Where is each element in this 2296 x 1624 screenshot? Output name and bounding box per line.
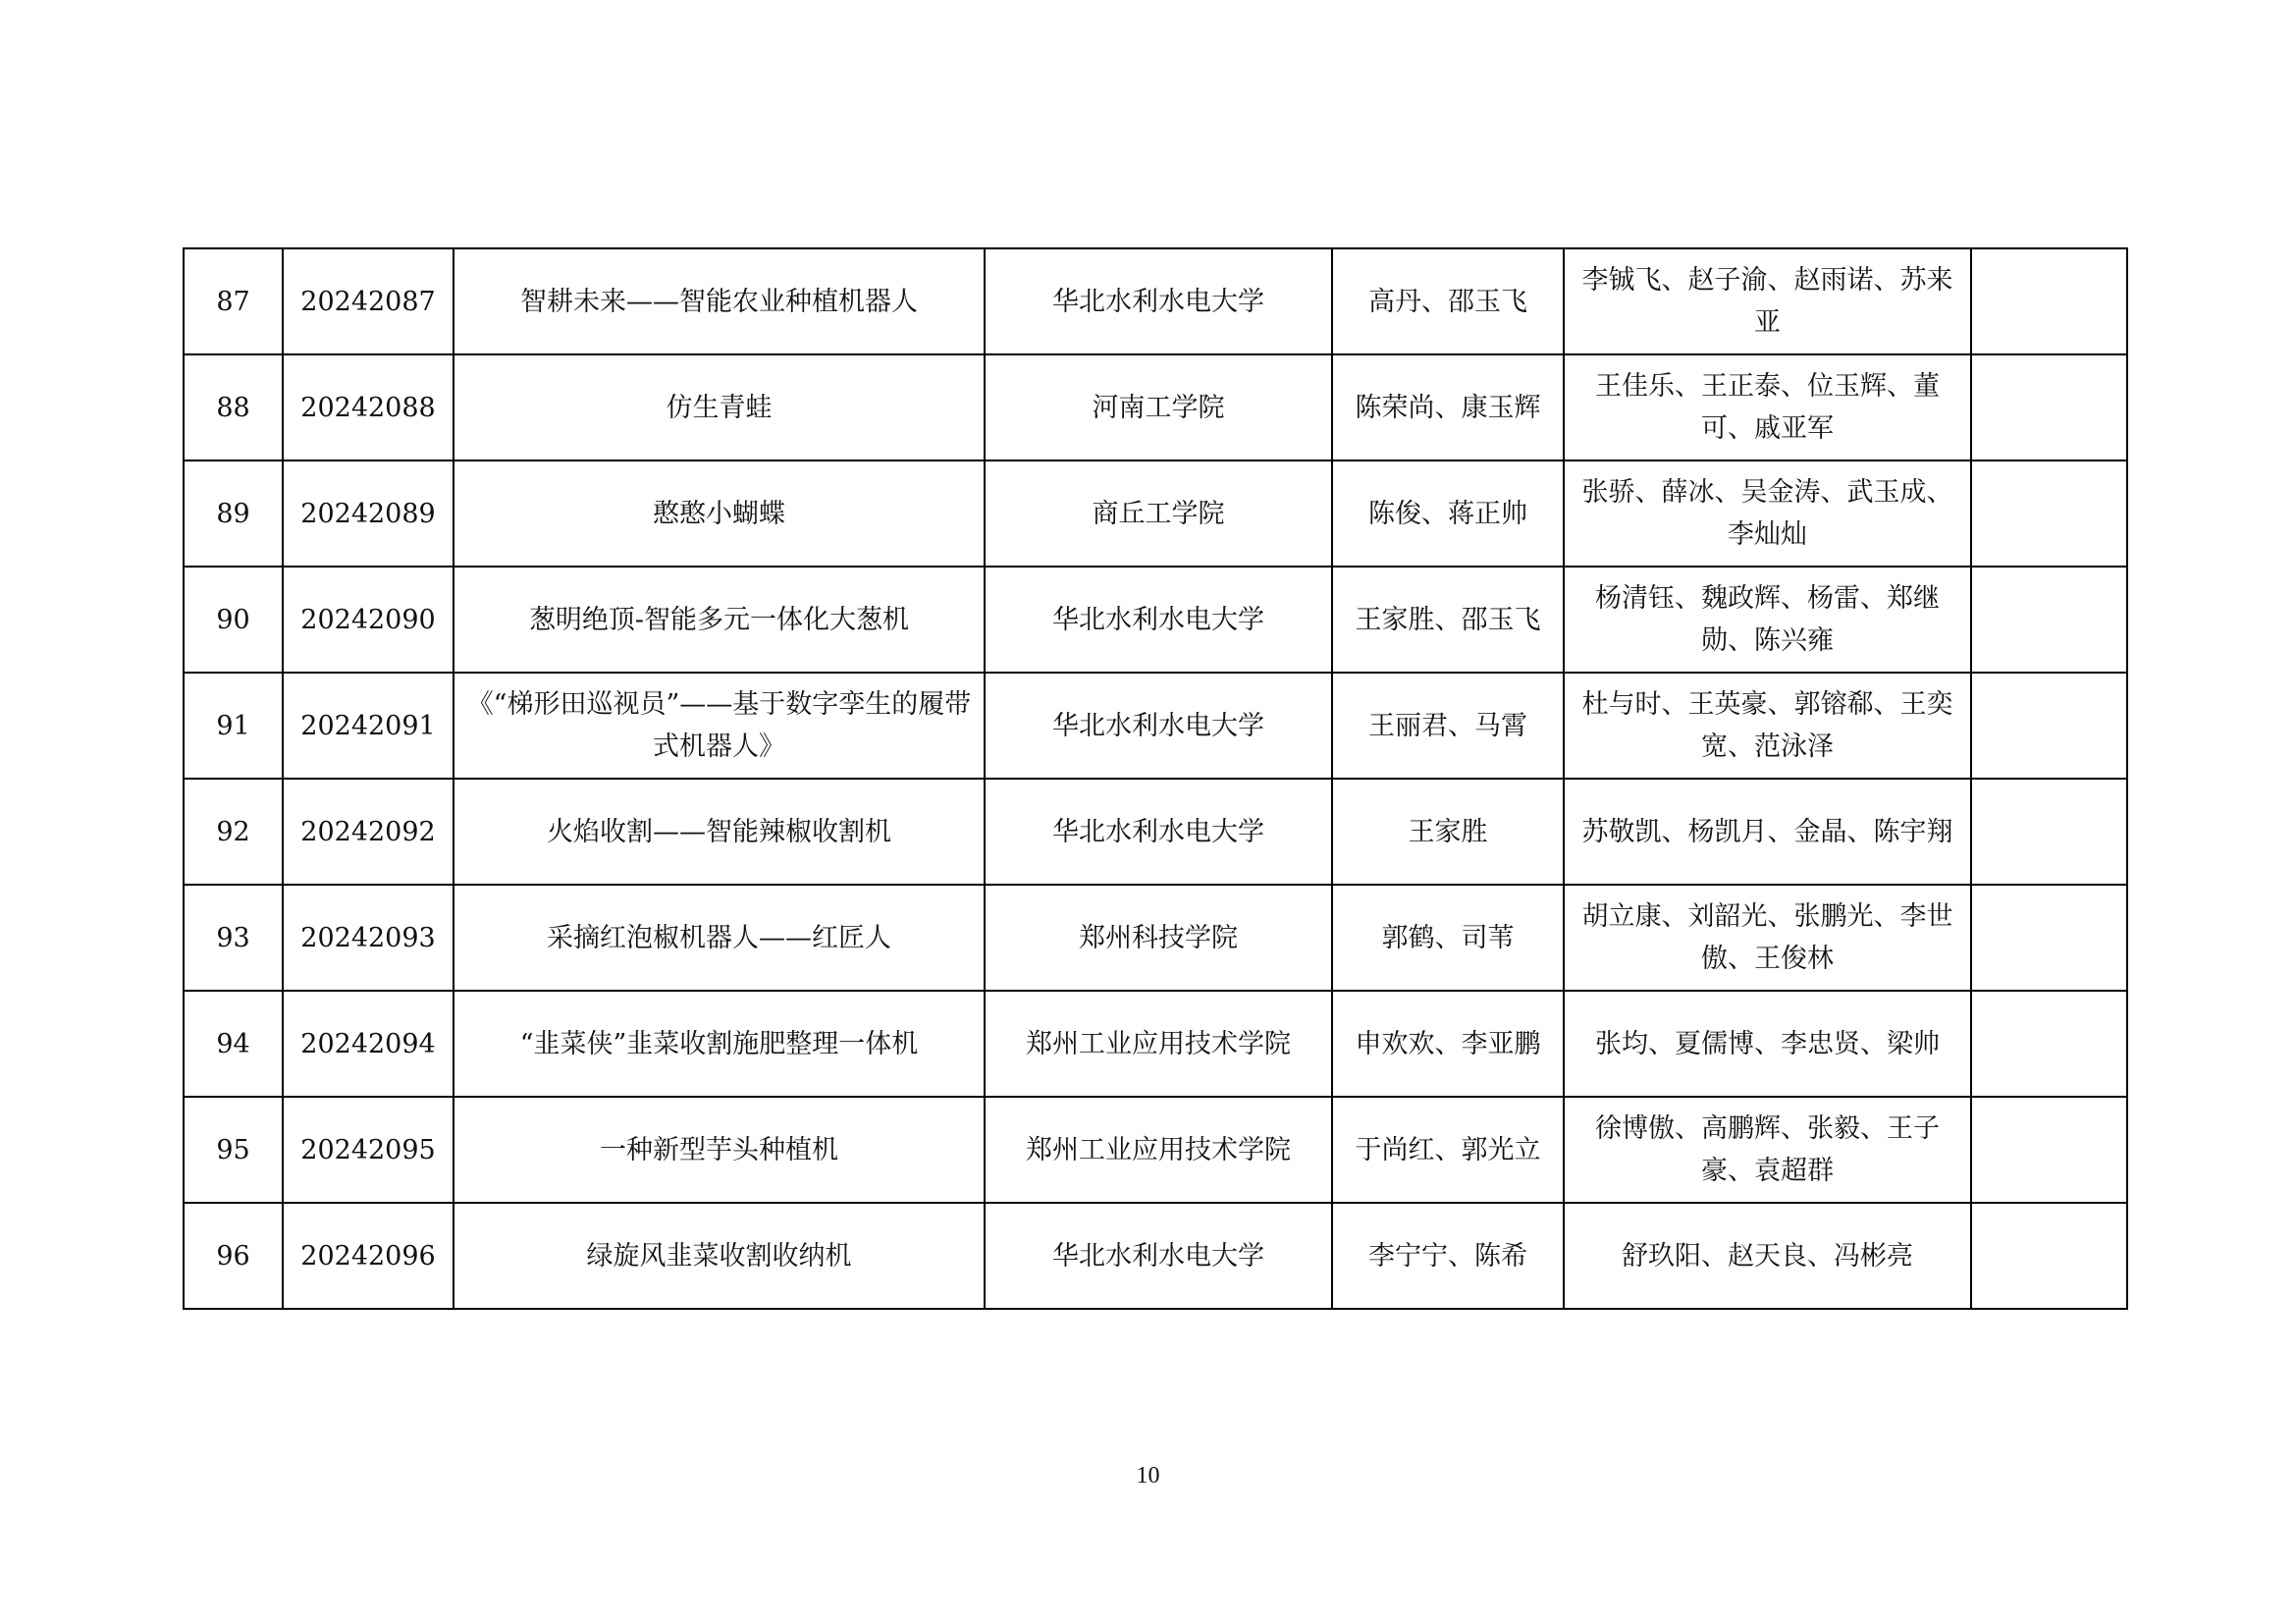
cell-number: 93 (184, 885, 283, 991)
cell-advisors: 申欢欢、李亚鹏 (1332, 991, 1564, 1097)
results-table-container (183, 247, 2126, 1310)
cell-number: 90 (184, 567, 283, 673)
cell-code: 20242093 (283, 885, 454, 991)
cell-code: 20242089 (283, 460, 454, 567)
cell-members: 胡立康、刘韶光、张鹏光、李世傲、王俊林 (1564, 885, 1971, 991)
cell-school: 郑州科技学院 (985, 885, 1332, 991)
cell-members: 杜与时、王英豪、郭镕郗、王奕宽、范泳泽 (1564, 673, 1971, 779)
cell-members: 舒玖阳、赵天良、冯彬亮 (1564, 1203, 1971, 1309)
cell-project-name: 火焰收割——智能辣椒收割机 (454, 779, 985, 885)
cell-code: 20242092 (283, 779, 454, 885)
cell-note (1971, 567, 2127, 673)
cell-project-name: 采摘红泡椒机器人——红匠人 (454, 885, 985, 991)
cell-note (1971, 779, 2127, 885)
cell-advisors: 于尚红、郭光立 (1332, 1097, 1564, 1203)
cell-number: 92 (184, 779, 283, 885)
table-row (184, 779, 2127, 885)
cell-advisors: 陈荣尚、康玉辉 (1332, 354, 1564, 460)
cell-number: 87 (184, 248, 283, 354)
table-row (184, 673, 2127, 779)
cell-advisors: 高丹、邵玉飞 (1332, 248, 1564, 354)
cell-number: 91 (184, 673, 283, 779)
table-body (184, 248, 2127, 1309)
cell-project-name: 憨憨小蝴蝶 (454, 460, 985, 567)
cell-code: 20242087 (283, 248, 454, 354)
cell-advisors: 王丽君、马霄 (1332, 673, 1564, 779)
cell-code: 20242090 (283, 567, 454, 673)
cell-advisors: 郭鹤、司苇 (1332, 885, 1564, 991)
cell-school: 华北水利水电大学 (985, 1203, 1332, 1309)
cell-note (1971, 1203, 2127, 1309)
page-number: 10 (1136, 1463, 1160, 1489)
cell-advisors: 王家胜 (1332, 779, 1564, 885)
cell-school: 河南工学院 (985, 354, 1332, 460)
cell-number: 95 (184, 1097, 283, 1203)
cell-note (1971, 885, 2127, 991)
cell-code: 20242088 (283, 354, 454, 460)
cell-school: 郑州工业应用技术学院 (985, 1097, 1332, 1203)
cell-project-name: 《“梯形田巡视员”——基于数字孪生的履带式机器人》 (454, 673, 985, 779)
cell-school: 华北水利水电大学 (985, 248, 1332, 354)
cell-members: 王佳乐、王正泰、位玉辉、董可、戚亚军 (1564, 354, 1971, 460)
cell-members: 张均、夏儒博、李忠贤、梁帅 (1564, 991, 1971, 1097)
table-row (184, 460, 2127, 567)
cell-project-name: 葱明绝顶-智能多元一体化大葱机 (454, 567, 985, 673)
results-table (183, 247, 2128, 1310)
cell-code: 20242095 (283, 1097, 454, 1203)
cell-code: 20242094 (283, 991, 454, 1097)
cell-project-name: 仿生青蛙 (454, 354, 985, 460)
table-row (184, 1203, 2127, 1309)
table-row (184, 354, 2127, 460)
cell-note (1971, 460, 2127, 567)
table-row (184, 567, 2127, 673)
cell-project-name: 智耕未来——智能农业种植机器人 (454, 248, 985, 354)
cell-project-name: 一种新型芋头种植机 (454, 1097, 985, 1203)
cell-note (1971, 673, 2127, 779)
cell-code: 20242096 (283, 1203, 454, 1309)
cell-number: 88 (184, 354, 283, 460)
table-row (184, 1097, 2127, 1203)
cell-school: 华北水利水电大学 (985, 779, 1332, 885)
cell-project-name: “韭菜侠”韭菜收割施肥整理一体机 (454, 991, 985, 1097)
cell-project-name: 绿旋风韭菜收割收纳机 (454, 1203, 985, 1309)
cell-school: 华北水利水电大学 (985, 673, 1332, 779)
table-row (184, 248, 2127, 354)
cell-note (1971, 354, 2127, 460)
cell-school: 商丘工学院 (985, 460, 1332, 567)
cell-number: 96 (184, 1203, 283, 1309)
cell-number: 94 (184, 991, 283, 1097)
cell-note (1971, 248, 2127, 354)
cell-members: 苏敬凯、杨凯月、金晶、陈宇翔 (1564, 779, 1971, 885)
cell-advisors: 王家胜、邵玉飞 (1332, 567, 1564, 673)
table-row (184, 991, 2127, 1097)
cell-members: 李铖飞、赵子渝、赵雨诺、苏来亚 (1564, 248, 1971, 354)
cell-advisors: 李宁宁、陈希 (1332, 1203, 1564, 1309)
cell-members: 徐博傲、高鹏辉、张毅、王子豪、袁超群 (1564, 1097, 1971, 1203)
cell-code: 20242091 (283, 673, 454, 779)
cell-members: 张骄、薛冰、吴金涛、武玉成、李灿灿 (1564, 460, 1971, 567)
cell-advisors: 陈俊、蒋正帅 (1332, 460, 1564, 567)
table-row (184, 885, 2127, 991)
cell-members: 杨清钰、魏政辉、杨雷、郑继勋、陈兴雍 (1564, 567, 1971, 673)
cell-note (1971, 1097, 2127, 1203)
cell-note (1971, 991, 2127, 1097)
cell-school: 华北水利水电大学 (985, 567, 1332, 673)
cell-school: 郑州工业应用技术学院 (985, 991, 1332, 1097)
cell-number: 89 (184, 460, 283, 567)
